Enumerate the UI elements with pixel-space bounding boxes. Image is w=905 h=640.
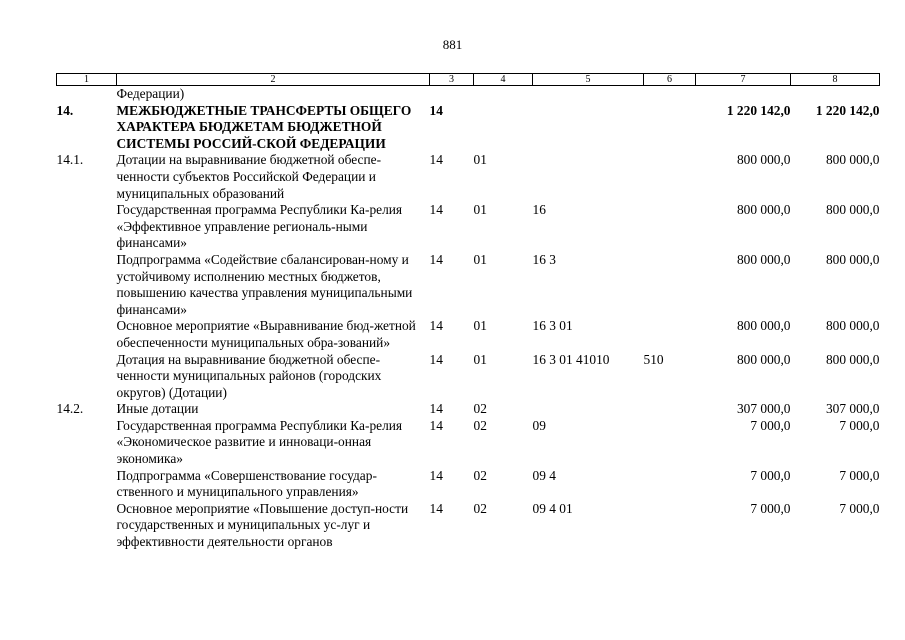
section-code: 14 — [429, 417, 443, 433]
amount-col8: 800 000,0 — [825, 351, 880, 367]
row-number — [57, 418, 117, 468]
table-row — [57, 252, 880, 318]
row-number: 14. — [56, 102, 74, 118]
subsection-code: 02 — [473, 401, 487, 417]
amount-col8: 800 000,0 — [825, 251, 880, 267]
expense-type-code — [644, 501, 696, 551]
target-article-code — [533, 401, 644, 418]
row-name: МЕЖБЮДЖЕТНЫЕ ТРАНСФЕРТЫ ОБЩЕГО ХАРАКТЕРА БЮДЖЕТАМ БЮДЖЕТНОЙ СИСТЕМЫ РОССИЙ-СКОЙ ФЕДЕРАЦИИ — [116, 102, 412, 151]
subsection-code: 01 — [473, 318, 487, 334]
table-row — [57, 352, 880, 402]
row-number — [57, 352, 117, 402]
row-name: Подпрограмма «Совершенствование государ-ственного и муниципального управления» — [116, 467, 377, 500]
row-name: Основное мероприятие «Повышение доступ-ности государственных и муниципальных ус-луг и эффективности деятельности органов — [116, 500, 409, 550]
subsection-code: 02 — [473, 500, 487, 516]
section-code: 14 — [429, 152, 443, 168]
row-name: Дотации на выравнивание бюджетной обеспе-ченности субъектов Российской Федерации и муниципальных образований — [116, 152, 382, 201]
target-article-code — [533, 152, 644, 202]
expense-type-code — [644, 86, 696, 103]
row-name: Дотация на выравнивание бюджетной обеспе-ченности муниципальных районов (городских округов) (Дотации) — [116, 351, 382, 400]
table-row — [57, 501, 880, 551]
header-cell: 4 — [474, 74, 533, 86]
subsection-code: 01 — [473, 351, 487, 367]
subsection-code: 01 — [473, 202, 487, 218]
amount-col8: 7 000,0 — [839, 467, 880, 483]
expense-type-code — [644, 401, 696, 418]
column-number-header — [57, 74, 880, 86]
amount-col7: 7 000,0 — [750, 467, 791, 483]
row-number — [57, 501, 117, 551]
amount-col7: 7 000,0 — [750, 500, 791, 516]
subsection-code — [474, 86, 533, 103]
header-cell: 2 — [117, 74, 430, 86]
row-number: 14.2. — [56, 401, 84, 417]
subsection-code: 02 — [473, 467, 487, 483]
row-name: Государственная программа Республики Ка-релия «Эффективное управление региональ-ными финансами» — [116, 202, 403, 251]
target-article-code: 16 3 — [532, 251, 556, 267]
expense-type-code: 510 — [643, 351, 664, 367]
budget-table — [56, 73, 880, 551]
amount-col8: 7 000,0 — [839, 500, 880, 516]
amount-col7: 7 000,0 — [750, 417, 791, 433]
table-row — [57, 468, 880, 501]
expense-type-code — [644, 152, 696, 202]
amount-col8: 307 000,0 — [825, 401, 880, 417]
amount-col7: 307 000,0 — [736, 401, 791, 417]
expense-type-code — [644, 202, 696, 252]
row-number: 14.1. — [56, 152, 84, 168]
amount-col7: 800 000,0 — [736, 152, 791, 168]
target-article-code — [533, 103, 644, 153]
target-article-code: 09 4 — [532, 467, 556, 483]
section-code — [430, 86, 474, 103]
table-row — [57, 202, 880, 252]
header-cell: 3 — [430, 74, 474, 86]
row-name: Иные дотации — [116, 401, 199, 417]
amount-col7: 800 000,0 — [736, 318, 791, 334]
target-article-code — [533, 86, 644, 103]
section-code: 14 — [429, 318, 443, 334]
section-code: 14 — [429, 251, 443, 267]
page-number: 881 — [442, 37, 463, 52]
expense-type-code — [644, 468, 696, 501]
header-cell: 1 — [57, 74, 117, 86]
table-row — [57, 86, 880, 103]
amount-col8: 800 000,0 — [825, 202, 880, 218]
amount-col8: 800 000,0 — [825, 152, 880, 168]
header-cell: 8 — [791, 74, 880, 86]
amount-col8: 800 000,0 — [825, 318, 880, 334]
row-number — [57, 252, 117, 318]
table-row — [57, 401, 880, 418]
amount-col8 — [791, 86, 880, 103]
header-cell: 5 — [533, 74, 644, 86]
expense-type-code — [644, 318, 696, 351]
amount-col7: 800 000,0 — [736, 202, 791, 218]
table-row — [57, 418, 880, 468]
row-number — [57, 468, 117, 501]
header-cell: 6 — [644, 74, 696, 86]
target-article-code: 16 3 01 — [532, 318, 573, 334]
section-code: 14 — [429, 102, 443, 118]
row-number — [57, 86, 117, 103]
section-code: 14 — [429, 467, 443, 483]
row-number — [57, 202, 117, 252]
amount-col7: 800 000,0 — [736, 251, 791, 267]
amount-col7: 800 000,0 — [736, 351, 791, 367]
amount-col7 — [696, 86, 791, 103]
row-name: Государственная программа Республики Ка-релия «Экономическое развитие и инноваци-онная экономика» — [116, 417, 403, 467]
table-row — [57, 318, 880, 351]
amount-col7: 1 220 142,0 — [726, 102, 791, 118]
expense-type-code — [644, 252, 696, 318]
subsection-code — [474, 103, 533, 153]
expense-type-code — [644, 103, 696, 153]
amount-col8: 7 000,0 — [839, 417, 880, 433]
section-code: 14 — [429, 500, 443, 516]
target-article-code: 16 — [532, 202, 546, 218]
subsection-code: 01 — [473, 251, 487, 267]
header-cell: 7 — [696, 74, 791, 86]
row-name: Основное мероприятие «Выравнивание бюд-жетной обеспеченности муниципальных обра-зований» — [116, 318, 416, 350]
section-code: 14 — [429, 202, 443, 218]
target-article-code: 09 4 01 — [532, 500, 573, 516]
section-code: 14 — [429, 351, 443, 367]
table-row — [57, 103, 880, 153]
table-row — [57, 152, 880, 202]
row-name: Подпрограмма «Содействие сбалансирован-ному и устойчивому исполнению местных бюджетов, повышению качества управления муниципальными финансами» — [116, 251, 413, 317]
subsection-code: 01 — [473, 152, 487, 168]
expense-type-code — [644, 418, 696, 468]
amount-col8: 1 220 142,0 — [815, 102, 880, 118]
target-article-code: 16 3 01 41010 — [532, 351, 610, 367]
row-number — [57, 318, 117, 351]
section-code: 14 — [429, 401, 443, 417]
target-article-code: 09 — [532, 417, 546, 433]
subsection-code: 02 — [473, 417, 487, 433]
row-name: Федерации) — [116, 86, 185, 101]
